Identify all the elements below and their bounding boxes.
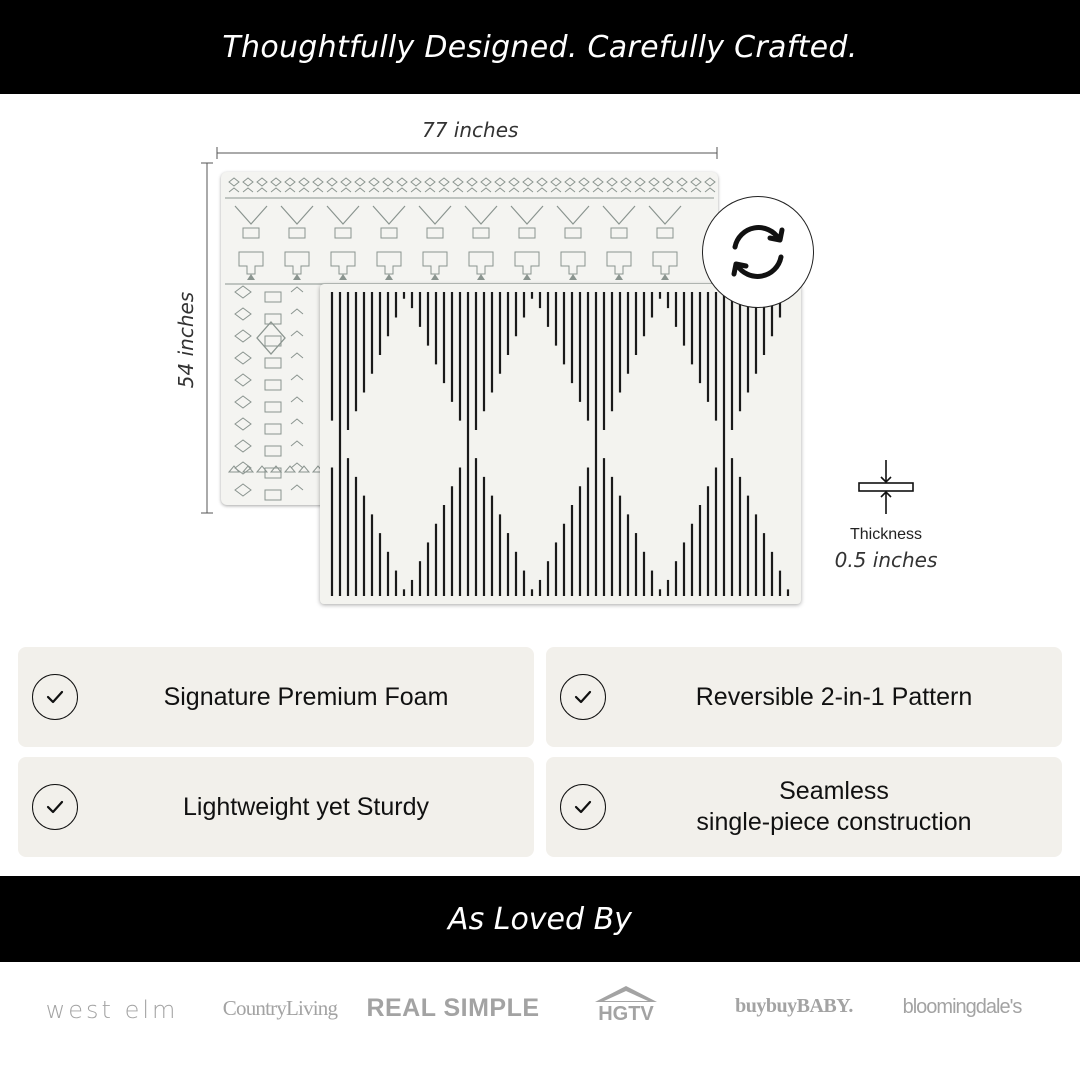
width-label: 77 inches bbox=[422, 118, 519, 142]
feature-text: Lightweight yet Sturdy bbox=[183, 792, 429, 821]
height-label: 54 inches bbox=[174, 291, 198, 389]
thickness-compress-icon bbox=[856, 458, 916, 518]
reversible-arrows-icon bbox=[723, 217, 793, 287]
brand-logo-west-elm: west elm bbox=[45, 996, 179, 1024]
brand-logo-buybuy-baby: buybuyBABY. bbox=[735, 995, 853, 1017]
check-circle-icon bbox=[560, 784, 606, 830]
width-dimension-line bbox=[214, 146, 724, 160]
feature-card-seamless bbox=[546, 757, 1062, 857]
header-banner bbox=[0, 0, 1080, 94]
check-circle-icon bbox=[32, 674, 78, 720]
feature-text: Signature Premium Foam bbox=[163, 682, 449, 711]
brand-logo-bloomingdales: bloomingdale's bbox=[902, 996, 1022, 1018]
feature-text: Reversible 2-in-1 Pattern bbox=[695, 682, 973, 711]
feature-text: Seamless single-piece construction bbox=[696, 777, 972, 836]
loved-by-banner bbox=[0, 876, 1080, 962]
reversible-icon-badge bbox=[702, 196, 814, 308]
brand-logo-country-living: CountryLiving bbox=[222, 996, 338, 1020]
mat-stripe-side bbox=[320, 284, 801, 604]
thickness-label: Thickness bbox=[849, 526, 923, 543]
header-tagline: Thoughtfully Designed. Carefully Crafted. bbox=[222, 29, 858, 65]
loved-by-title: As Loved By bbox=[448, 901, 632, 937]
feature-card-reversible bbox=[546, 647, 1062, 747]
brand-logo-real-simple: REAL SIMPLE bbox=[366, 994, 540, 1022]
feature-card-premium-foam bbox=[18, 647, 534, 747]
height-dimension-line bbox=[200, 160, 214, 516]
svg-text:HGTV: HGTV bbox=[598, 1003, 654, 1024]
check-circle-icon bbox=[32, 784, 78, 830]
brand-logo-hgtv bbox=[591, 984, 661, 1029]
check-circle-icon bbox=[560, 674, 606, 720]
thickness-value: 0.5 inches bbox=[834, 548, 938, 572]
feature-card-lightweight bbox=[18, 757, 534, 857]
